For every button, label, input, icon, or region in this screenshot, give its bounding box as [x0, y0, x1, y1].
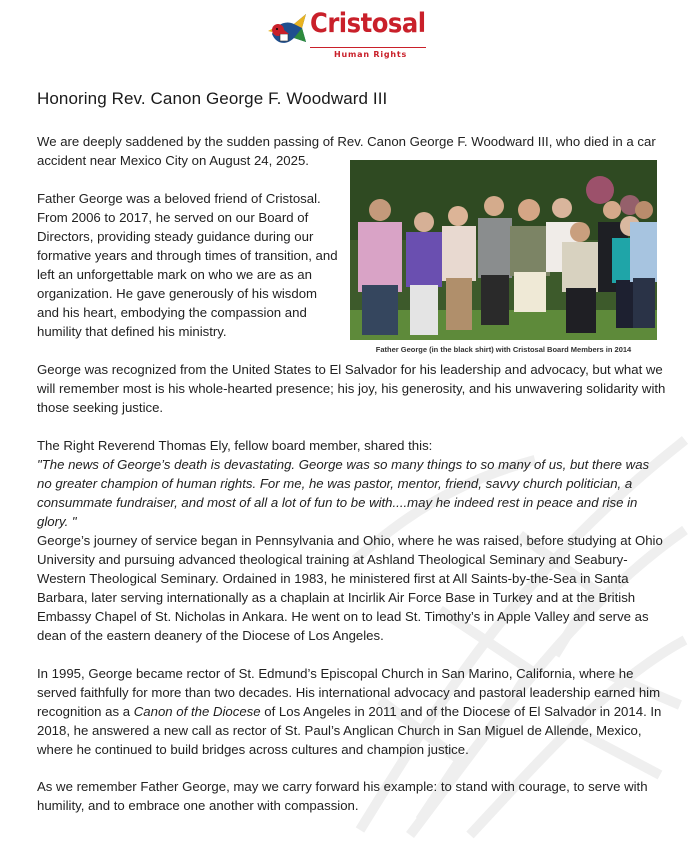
group-photo-image — [350, 160, 657, 340]
cristosal-logo[interactable] — [268, 8, 428, 60]
logo-divider — [310, 47, 426, 48]
closing-paragraph: As we remember Father George, may we carry forward his example: to stand with courage, to serve with humility, and to embrace one another with compassion. — [37, 779, 648, 813]
photo-caption: Father George (in the black shirt) with Cristosal Board Members in 2014 — [375, 345, 632, 354]
recognition-paragraph: George was recognized from the United States to El Salvador for his leadership and advocacy, but what we will remember most is his whole-hearted presence; his joy, his generosity, and his unwavering solidarity with those seeking justice. — [37, 362, 666, 415]
intro-paragraph: We are deeply saddened by the sudden passing of Rev. Canon George F. Woodward III, who died in a car accident near Mexico City on August 24, 2025. — [37, 134, 656, 168]
rector-paragraph — [37, 664, 669, 759]
ely-quote: "The news of George’s death is devastating. George was so many things to so many of us, but there was no greater champion of human rights. For me, he was pastor, mentor, friend, savvy church politician, a consummate fundraiser, and most of all a lot of fun to be with....may he indeed rest in peace and rise in glory. " — [37, 457, 650, 529]
journey-paragraph: George’s journey of service began in Pennsylvania and Ohio, where he was raised, before studying at Ohio University and pursuing advanced theological training at Ashland Theological Seminary and Seabury-Western Theological Seminary. Ordained in 1983, he ministered first at All Saints-by-the-Sea in Santa Barbara, later serving internationally as a chaplain at Incirlik Air Force Base in Turkey and at the British Embassy Chapel of St. Nicholas in Ankara. He went on to lead St. Timothy’s in Apple Valley and serve as dean of the eastern deanery of the Diocese of Los Angeles. — [37, 533, 663, 643]
quote-intro: The Right Reverend Thomas Ely, fellow board member, shared this: — [37, 438, 433, 453]
rector-text-b: of Los Angeles in 2011 and of the Diocese of El Salvador in 2014. In 2018, he answered a new call as rector of St. Paul’s Anglican Church in San Miguel de Allende, Mexico, where he continued to build bridges across cultures and champion justice. — [37, 704, 662, 757]
board-photo — [350, 160, 657, 340]
canon-title: Canon of the Diocese — [133, 704, 261, 719]
rector-text-a: In 1995, George became rector of St. Edmund’s Episcopal Church in San Marino, California, where he served faithfully for more than two decades. His international advocacy and pastoral leadership earned him recognition as a — [37, 666, 661, 719]
brand-name: Cristosal — [310, 8, 426, 39]
brand-tagline: Human Rights — [334, 50, 408, 59]
board-paragraph: Father George was a beloved friend of Cristosal. From 2006 to 2017, he served on our Board of Directors, providing steady guidance during our formative years and through times of transition, and left an unforgettable mark on who we are as an organization. He gave generously of his wisdom and his heart, embodying the compassion and humility that defined his ministry. — [37, 191, 338, 339]
site-header — [0, 10, 690, 60]
bird-icon — [268, 12, 308, 52]
article-title: Honoring Rev. Canon George F. Woodward III — [37, 89, 388, 108]
